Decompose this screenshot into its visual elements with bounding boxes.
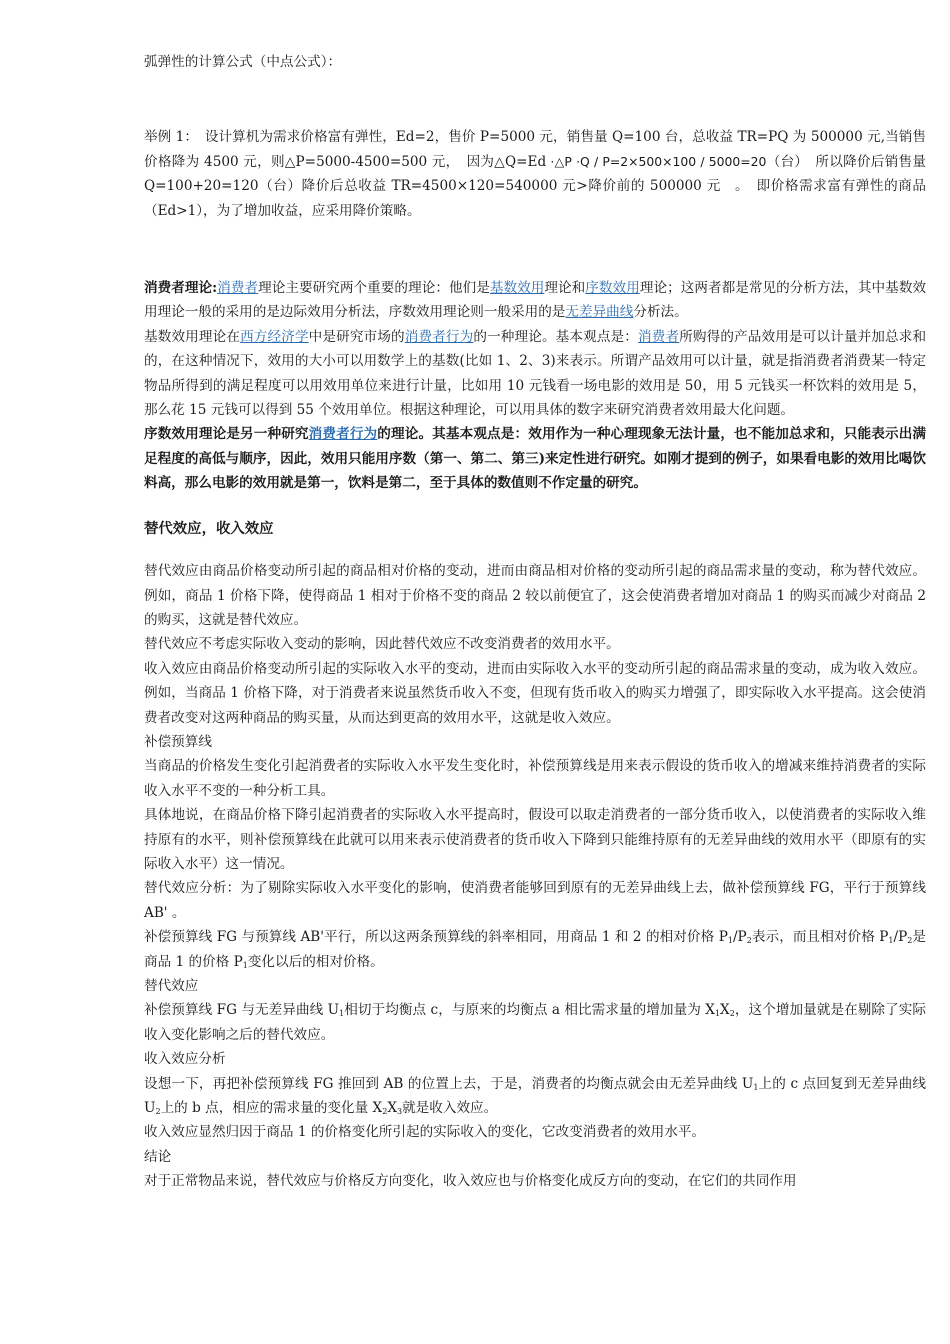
- text-segment: 是商品 1 的价格 P: [144, 929, 926, 970]
- cardinal-text-c: 的一种理论。基本观点是：: [473, 328, 639, 345]
- link-consumer-behavior-2[interactable]: 消费者行为: [308, 426, 378, 443]
- text-segment: 上的 c 点回复到无差异曲线 U: [144, 1075, 926, 1117]
- subscript: 1: [242, 960, 248, 970]
- text-segment: 就是收入效应。: [402, 1100, 498, 1117]
- example-text-a: 举例 1： 设计算机为需求价格富有弹性，Ed=2，售价 P=5000 元，销售量 Q=100 台，总收益 TR=PQ 为 500000 元,当销售价格降为 4500 元，则△P=5000-4500=500 元， 因为△Q=Ed: [144, 129, 926, 170]
- link-consumer-behavior[interactable]: 消费者行为: [404, 328, 474, 345]
- example-paragraph: [144, 125, 926, 223]
- substitution-utility-paragraph: 替代效应不考虑实际收入变动的影响，因此替代效应不改变消费者的效用水平。: [144, 636, 620, 653]
- parallel-budget-paragraph: [144, 925, 926, 974]
- ordinal-text-b: 的理论。其基本观点是：效用作为一种心理现象无法计量，也不能加总求和，只能表示出满足程度的高低与顺序，因此，效用只能用序数（第一、第二、第三)来定性进行研究。如刚才提到的例子，如果看电影的效用比喝饮料高，那么电影的效用就是第一，饮料是第二，至于具体的数值则不作定量的研究。: [144, 426, 927, 492]
- link-indifference-curve[interactable]: 无差异曲线: [565, 304, 634, 321]
- ordinal-utility-paragraph: [144, 422, 926, 495]
- cardinal-text-b: 中是研究市场的: [308, 328, 405, 345]
- text-segment: ，这个增加量就是在剔除了实际收入变化影响之后的替代效应。: [144, 1002, 926, 1043]
- compensated-budget-heading: 补偿预算线: [144, 733, 212, 750]
- cardinal-text-a: 基数效用理论在: [144, 328, 241, 345]
- example-text-b: （台） 所以降价后销售量 Q=100+20=120（台）降价后总收益 TR=4500×120=540000 元>降价前的 500000 元 。 即价格需求富有弹性的商品（Ed>1），为了增加收益，应采用降价策略。: [144, 153, 926, 219]
- substitution-effect-paragraph: 替代效应由商品价格变动所引起的商品相对价格的变动，进而由商品相对价格的变动所引起的商品需求量的变动，称为替代效应。例如，商品 1 价格下降，使得商品 1 相对于价格不变的商品 2 较以前便宜了，这会使消费者增加对商品 1 的购买而减少对商品 2 的购买，这就是替代效应。: [144, 563, 926, 628]
- tangency-paragraph: [144, 998, 926, 1047]
- link-consumer-2[interactable]: 消费者: [638, 328, 680, 345]
- subscript: 1: [339, 1009, 345, 1019]
- text-segment: 变化以后的相对价格。: [247, 953, 384, 970]
- income-analysis-paragraph: [144, 1072, 926, 1121]
- text-segment: 表示，而且相对价格 P: [751, 929, 889, 946]
- text-segment: X: [720, 1002, 730, 1019]
- income-effect-summary: 收入效应显然归因于商品 1 的价格变化所引起的实际收入的变化，它改变消费者的效用水平。: [144, 1124, 706, 1141]
- consumer-theory-label: 消费者理论:: [144, 280, 218, 297]
- text-segment: /P: [893, 929, 908, 946]
- consumer-text-1: 理论主要研究两个重要的理论：他们是: [258, 280, 490, 297]
- text-segment: 相切于均衡点 c，与原来的均衡点 a 相比需求量的增加量为 X: [344, 1002, 715, 1019]
- cardinal-text-d: 所购得的产品效用是可以计量并加总求和的，在这种情况下，效用的大小可以用数学上的基数(比如 1、2、3)来表示。所谓产品效用可以计量，就是指消费者消费某一特定物品所得到的满足程度可以用效用单位来进行计量，比如用 10 元钱看一场电影的效用是 50，用 5 元钱买一杯饮料的效用是 5，那么花 15 元钱可以得到 55 个效用单位。根据这种理论，可以用具体的数字来研究消费者效用最大化问题。: [144, 328, 927, 419]
- text-segment: /P: [732, 929, 747, 946]
- subscript: 1: [714, 1009, 721, 1019]
- consumer-text-2: 理论和: [544, 280, 586, 297]
- text-segment: 补偿预算线 FG 与无差异曲线 U: [144, 1002, 340, 1019]
- text-segment: X: [387, 1100, 397, 1117]
- text-segment: 补偿预算线 FG 与预算线 AB'平行，所以这两条预算线的斜率相同，用商品 1 和 2 的相对价格 P: [144, 929, 728, 946]
- section-heading: 替代效应，收入效应: [144, 519, 274, 537]
- income-effect-paragraph: 收入效应由商品价格变动所引起的实际收入水平的变动，进而由实际收入水平的变动所引起的商品需求量的变动，成为收入效应。例如，当商品 1 价格下降，对于消费者来说虽然货币收入不变，但现有货币收入的购买力增强了，即实际收入水平提高。这会使消费者改变对这两种商品的购买量，从而达到更高的效用水平，这就是收入效应。: [144, 660, 926, 726]
- link-cardinal-utility[interactable]: 基数效用: [489, 280, 545, 297]
- document-page: [144, 50, 926, 1194]
- text-segment: 设想一下，再把补偿预算线 FG 推回到 AB 的位置上去，于是，消费者的均衡点就会由无差异曲线 U: [144, 1075, 754, 1092]
- subscript: 2: [382, 1107, 388, 1117]
- page-title: 弧弹性的计算公式（中点公式）：: [144, 54, 342, 70]
- consumer-text-4: 分析法。: [633, 304, 688, 321]
- consumer-theory-paragraph: [144, 276, 926, 325]
- conclusion-paragraph: 对于正常物品来说，替代效应与价格反方向变化，收入效应也与价格变化成反方向的变动，在它们的共同作用: [144, 1173, 797, 1190]
- subscript: 2: [907, 936, 913, 946]
- subscript: 2: [729, 1009, 735, 1019]
- subscript: 3: [397, 1107, 403, 1117]
- link-consumer[interactable]: 消费者: [217, 280, 259, 297]
- income-analysis-heading: 收入效应分析: [144, 1051, 226, 1068]
- subscript: 2: [746, 936, 752, 946]
- subscript: 1: [727, 936, 733, 946]
- cardinal-utility-paragraph: [144, 325, 926, 423]
- example-formula: ·△P ·Q / P=2×500×100 / 5000=20: [546, 153, 767, 169]
- compensated-budget-paragraph: 当商品的价格发生变化引起消费者的实际收入水平发生变化时，补偿预算线是用来表示假设的货币收入的增减来维持消费者的实际收入水平不变的一种分析工具。: [144, 758, 926, 799]
- subscript: 2: [155, 1107, 161, 1117]
- link-western-economics[interactable]: 西方经济学: [240, 328, 309, 345]
- ordinal-text-a: 序数效用理论是另一种研究: [144, 426, 309, 443]
- compensated-detail-paragraph: 具体地说，在商品价格下降引起消费者的实际收入水平提高时，假设可以取走消费者的一部分货币收入，以使消费者的实际收入维持原有的水平，则补偿预算线在此就可以用来表示使消费者的货币收入下降到只能维持原有的无差异曲线的效用水平（即原有的实际收入水平）这一情况。: [144, 807, 926, 872]
- subscript: 1: [753, 1082, 759, 1092]
- link-ordinal-utility[interactable]: 序数效用: [585, 280, 640, 297]
- subscript: 1: [888, 936, 894, 946]
- consumer-text-3: 理论；这两者都是常见的分析方法，其中基数效用理论一般的采用的是边际效用分析法，序数效用理论则一般采用的是: [144, 280, 927, 321]
- conclusion-heading: 结论: [144, 1148, 172, 1165]
- substitution-effect-heading: 替代效应: [144, 978, 199, 994]
- substitution-analysis-paragraph: 替代效应分析：为了剔除实际收入水平变化的影响，使消费者能够回到原有的无差异曲线上去，做补偿预算线 FG，平行于预算线 AB' 。: [144, 880, 926, 921]
- text-segment: 上的 b 点，相应的需求量的变化量 X: [160, 1100, 383, 1117]
